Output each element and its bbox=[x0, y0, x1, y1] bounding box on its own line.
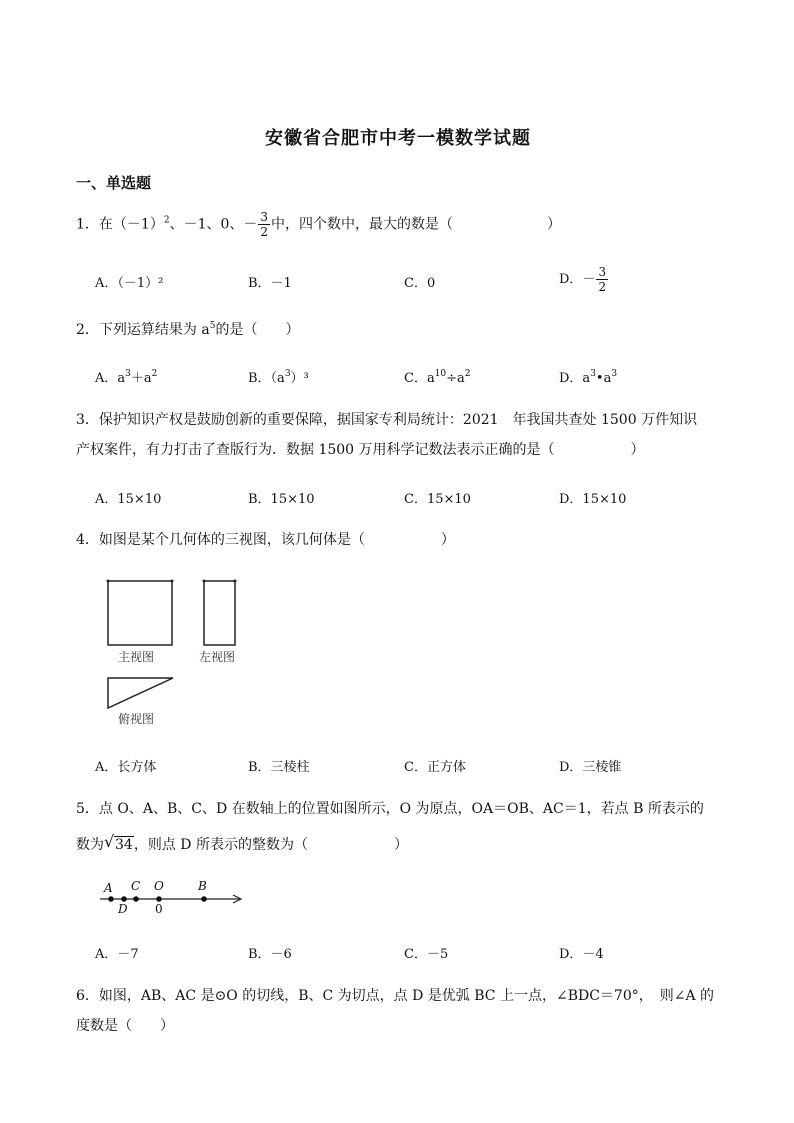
front-view-label: 主视图 bbox=[118, 650, 155, 664]
top-view-label: 俯视图 bbox=[118, 712, 155, 726]
question-1-text-post: 中，四个数中，最大的数是（ bbox=[271, 216, 454, 233]
question-5-line-2: 数为 √ 34，则点 D 所表示的整数为（ ） bbox=[76, 832, 408, 853]
question-4: 4．如图是某个几何体的三视图，该几何体是（ ） bbox=[76, 532, 455, 548]
q3-option-c[interactable]: C．15×10 bbox=[404, 492, 471, 507]
label-o: O bbox=[154, 879, 164, 893]
question-1 bbox=[76, 210, 561, 239]
q4-option-d[interactable]: D．三棱锥 bbox=[559, 760, 622, 775]
label-a: A bbox=[104, 881, 113, 895]
q4-option-c[interactable]: C．正方体 bbox=[404, 760, 466, 775]
label-d: D bbox=[118, 902, 128, 916]
point-o bbox=[156, 896, 162, 902]
q2-option-d[interactable]: D．$a^3•a^3$ bbox=[559, 369, 618, 386]
question-1-number: 1． bbox=[76, 216, 99, 233]
question-3-line-2: 产权案件，有力打击了查版行为．数据 1500 万用科学记数法表示正确的是（ ） bbox=[76, 442, 645, 458]
q3-option-d[interactable]: D．15×10 bbox=[559, 492, 627, 507]
question-1-sup: 2 bbox=[163, 215, 170, 226]
q1-option-b[interactable]: B．－1 bbox=[248, 276, 292, 291]
q5-option-b[interactable]: B．－6 bbox=[248, 947, 292, 962]
section-heading-single-choice: 一、单选题 bbox=[76, 174, 152, 192]
page-title: 安徽省合肥市中考一模数学试题 bbox=[265, 128, 531, 149]
question-6-line-1: 6．如图，AB、AC 是⊙O 的切线，B、C 为切点，点 D 是优弧 BC 上一点，∠BDC＝70°， 则∠A 的 bbox=[76, 988, 715, 1004]
q5-option-d[interactable]: D．－4 bbox=[559, 947, 604, 962]
label-c: C bbox=[131, 879, 141, 893]
question-1-text-pre: 在（－1） bbox=[98, 216, 164, 233]
question-2: 2．下列运算结果为 $a^5$的是（ ） bbox=[76, 321, 300, 338]
left-view-label: 左视图 bbox=[199, 650, 236, 664]
q3-option-a[interactable]: A．15×10 bbox=[95, 492, 162, 507]
label-zero: 0 bbox=[155, 902, 163, 916]
label-b: B bbox=[198, 879, 207, 893]
q1-option-d[interactable]: D．－ $\frac{3}{2}$ bbox=[559, 265, 607, 294]
top-view-triangle bbox=[108, 678, 173, 708]
q5-option-c[interactable]: C．－5 bbox=[404, 947, 449, 962]
q3-option-b[interactable]: B．15×10 bbox=[248, 492, 315, 507]
question-3-line-1: 3．保护知识产权是鼓励创新的重要保障，据国家专利局统计：2021 年我国共查处 1500 万件知识 bbox=[76, 412, 698, 428]
point-c bbox=[133, 896, 139, 902]
question-1-text-mid: 、－1、0、－ bbox=[169, 216, 258, 233]
q1-option-d-fraction: $\frac{3}{2}$ bbox=[598, 265, 607, 294]
point-d bbox=[121, 896, 127, 902]
question-1-fraction: $\frac{3}{2}$ bbox=[260, 210, 269, 239]
q1-option-a[interactable]: A．（－1）² bbox=[95, 276, 164, 291]
q1-option-c[interactable]: C．0 bbox=[404, 276, 436, 291]
sqrt-34: √ 34 bbox=[104, 832, 133, 853]
left-view-rectangle bbox=[204, 581, 235, 645]
q2-option-a[interactable]: A．$a^3+a^2$ bbox=[95, 369, 158, 386]
point-b bbox=[201, 896, 207, 902]
question-1-close: ） bbox=[547, 216, 562, 233]
q5-option-a[interactable]: A．－7 bbox=[95, 947, 139, 962]
point-a bbox=[108, 896, 114, 902]
q4-option-b[interactable]: B．三棱柱 bbox=[248, 760, 310, 775]
q2-option-c[interactable]: C．$a^{10}\div a^2$ bbox=[404, 369, 471, 386]
front-view-square bbox=[108, 581, 172, 645]
q2-option-b[interactable]: B．$(a^3)^3$ bbox=[248, 369, 309, 386]
question-6-line-2: 度数是（ ） bbox=[76, 1018, 174, 1034]
q4-option-a[interactable]: A．长方体 bbox=[95, 760, 157, 775]
question-5-line-1: 5．点 O、A、B、C、D 在数轴上的位置如图所示，O 为原点，OA＝OB、AC＝1，若点 B 所表示的 bbox=[76, 801, 704, 817]
